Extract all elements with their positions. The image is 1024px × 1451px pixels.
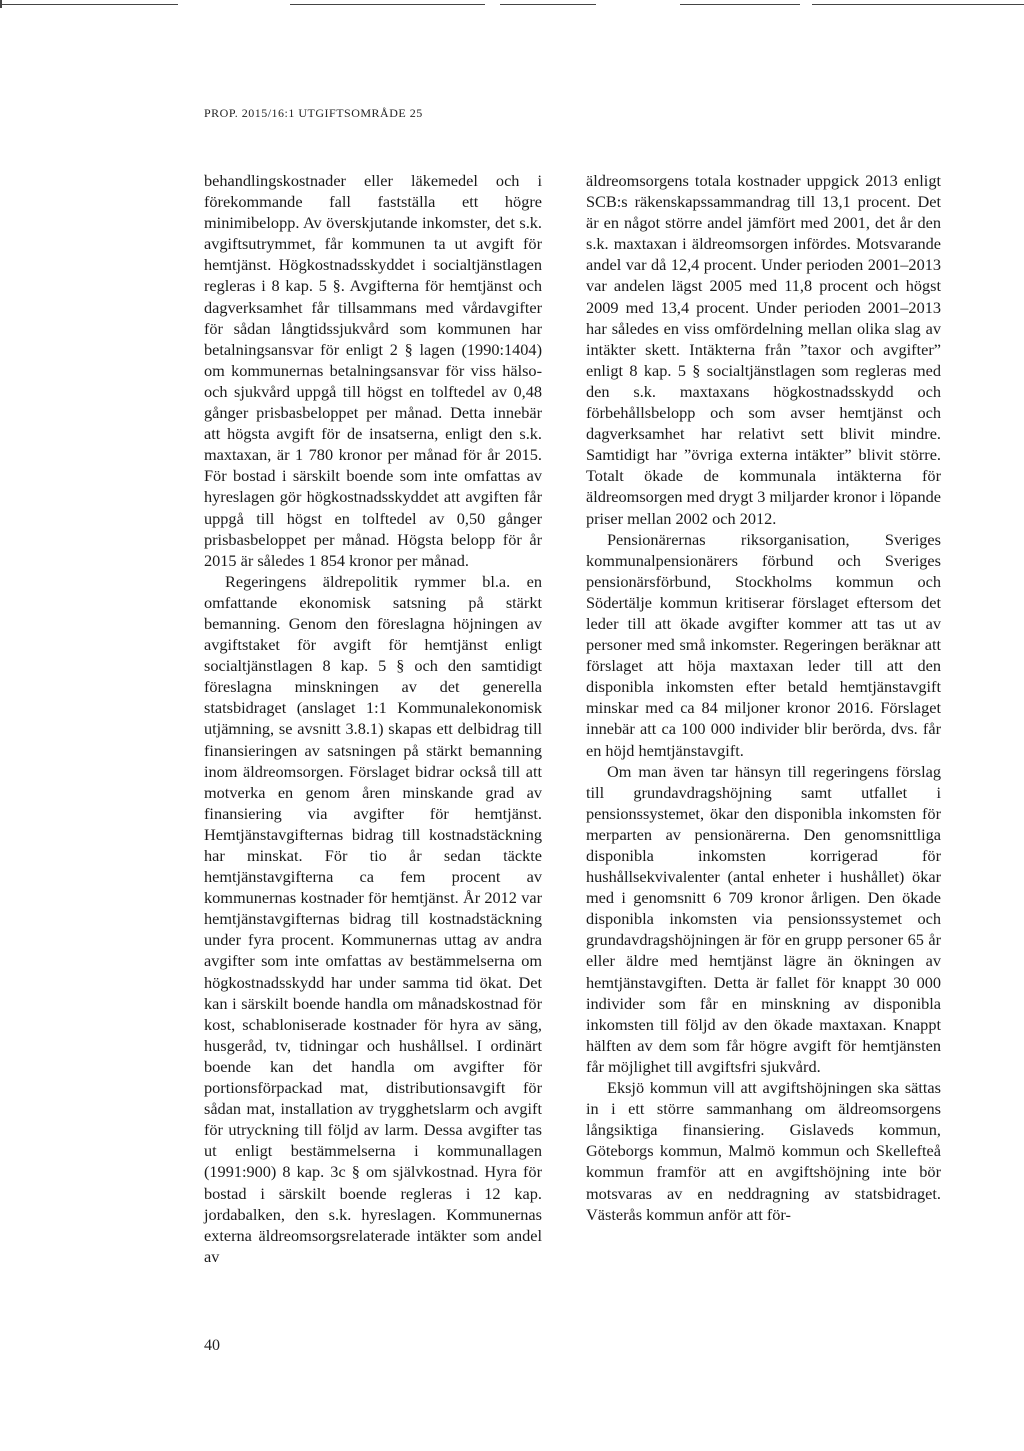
top-rule — [290, 4, 485, 5]
paragraph: Eksjö kommun vill att avgiftshöjningen ska sättas in i ett större sammanhang om äldreomsorgens långsiktiga finansiering. Gislaveds kommun, Göteborgs kommun, Malmö kommun och Skellefteå kommun framför att en avgiftshöjning inte bör motsvaras av en neddragning av statsbidraget. Västerås kommun anför att för- — [586, 1078, 941, 1224]
running-head: PROP. 2015/16:1 UTGIFTSOMRÅDE 25 — [204, 106, 423, 120]
top-rule — [812, 4, 1024, 5]
top-rule — [0, 4, 178, 5]
paragraph: Om man även tar hänsyn till regeringens förslag till grundavdragshöjning samt utfallet i pensionssystemet, ökar den disponibla inkomsten för merparten av pensionärerna. Den genomsnittliga disponibla inkomsten korrigerad för hushållsekvivalenter (antal enheter i hushållet) ökar med i genomsnitt 6 709 kronor årligen. Den ökade disponibla inkomsten via pensionssystemet och grundavdragshöjningen är för en grupp personer 65 år eller äldre med hemtjänst lägre än ökningen av hemtjänstavgiften. Detta är fallet för knappt 30 000 individer som får en minskning av disponibla inkomsten till följd av den ökade maxtaxan. Knappt hälften av dem som får högre avgift för hemtjänsten får möjlighet till avgiftsfri sjukvård. — [586, 761, 941, 1076]
page-number: 40 — [204, 1337, 220, 1354]
paragraph: äldreomsorgens totala kostnader uppgick 2013 enligt SCB:s räkenskapssammandrag till 13,1 procent. Det är en något större andel jämfört med 2001, det år den s.k. maxtaxan i äldreomsorgen infördes. Motsvarande andel var då 12,4 procent. Under perioden 2001–2013 var andelen lägst 2005 med 11,8 procent och högst 2009 med 13,4 procent. Under perioden 2001–2013 har således en viss omfördelning mellan olika slag av intäkter skett. Intäkterna från ”taxor och avgifter” enligt 8 kap. 5 § socialtjänstlagen som regleras med den s.k. maxtaxans högkostnadsskydd och förbehållsbelopp och som avser hemtjänst och dagverksamhet har relativt sett blivit mindre. Samtidigt har ”övriga externa intäkter” blivit större. Totalt ökade de kommunala intäkterna för äldreomsorgen med drygt 3 miljarder kronor i löpande priser mellan 2002 och 2012. — [586, 171, 941, 528]
left-column — [204, 170, 542, 1267]
paragraph: Pensionärernas riksorganisation, Sveriges kommunalpensionärers förbund och Sveriges pensionärsförbund, Stockholms kommun och Södertälje kommun kritiserar förslaget eftersom det leder till att ökade avgifter kommer att tas ut av personer med små inkomster. Regeringen beräknar att förslaget att höja maxtaxan leder till att den disponibla inkomsten efter betald hemtjänstavgift minskar med ca 84 miljoner kronor 2016. Förslaget innebär att ca 100 000 individer blir berörda, dvs. får en höjd hemtjänstavgift. — [586, 529, 941, 760]
paragraph: Regeringens äldrepolitik rymmer bl.a. en omfattande ekonomisk satsning på stärkt bemanning. Genom den föreslagna höjningen av avgiftstaket för avgift för hemtjänst enligt socialtjänstlagen 8 kap. 5 § och den samtidigt föreslagna minskningen av det generella statsbidraget (anslaget 1:1 Kommunalekonomisk utjämning, se avsnitt 3.8.1) skapas ett delbidrag till finansieringen av satsningen på stärkt bemanning inom äldreomsorgen. Förslaget bidrar också till att motverka en genom åren minskande grad av finansiering via avgifter för hemtjänst. Hemtjänstavgifternas bidrag till kostnadstäckning har minskat. För tio år sedan täckte hemtjänstavgifterna ca fem procent av kommunernas kostnader för hemtjänst. År 2012 var hemtjänstavgifternas bidrag till kostnadstäckning under fyra procent. Kommunernas uttag av andra avgifter som inte omfattas av bestämmelserna om högkostnadsskydd har under samma tid ökat. Det kan i särskilt boende handla om månadskostnad för kost, schabloniserade kostnader för hyra av säng, husgeråd, tv, tidningar och hushållsel. I ordinärt boende kan det handla om avgifter för portionsförpackad mat, distributionsavgift för sådan mat, installation av trygghetslarm och avgift för utryckning till följd av larm. Dessa avgifter tas ut enligt bestämmelserna i kommunallagen (1991:900) 8 kap. 3c § om självkostnad. Hyra för bostad i särskilt boende regleras i 12 kap. jordabalken, den s.k. hyreslagen. Kommunernas externa äldreomsorgsrelaterade intäkter som andel av — [204, 571, 542, 1266]
corner-mark — [0, 0, 2, 8]
top-rule — [680, 4, 800, 5]
top-rule — [500, 4, 596, 5]
paragraph: behandlingskostnader eller läkemedel och i förekommande fall fastställa ett högre minimibelopp. Av överskjutande inkomster, det s.k. avgiftsutrymmet, får kommunen ta ut avgift för hemtjänst. Högkostnadsskyddet i socialtjänstlagen regleras i 8 kap. 5 §. Avgifterna för hemtjänst och dagverksamhet får tillsammans med vårdavgifter för sådan långtidssjukvård som kommunen har betalningsansvar för enligt 2 § lagen (1990:1404) om kommunernas betalningsansvar för viss hälso- och sjukvård uppgå till högst en tolftedel av 0,48 gånger prisbasbeloppet per månad. Detta innebär att högsta avgift för de insatserna, enligt den s.k. maxtaxan, är 1 780 kronor per månad för år 2015. För bostad i särskilt boende som inte omfattas av hyreslagen gör högkostnadsskyddet att avgiften får uppgå till högst en tolftedel av 0,50 gånger prisbasbeloppet per månad. Högsta belopp för år 2015 är således 1 854 kronor per månad. — [204, 171, 542, 570]
right-column — [586, 170, 941, 1225]
